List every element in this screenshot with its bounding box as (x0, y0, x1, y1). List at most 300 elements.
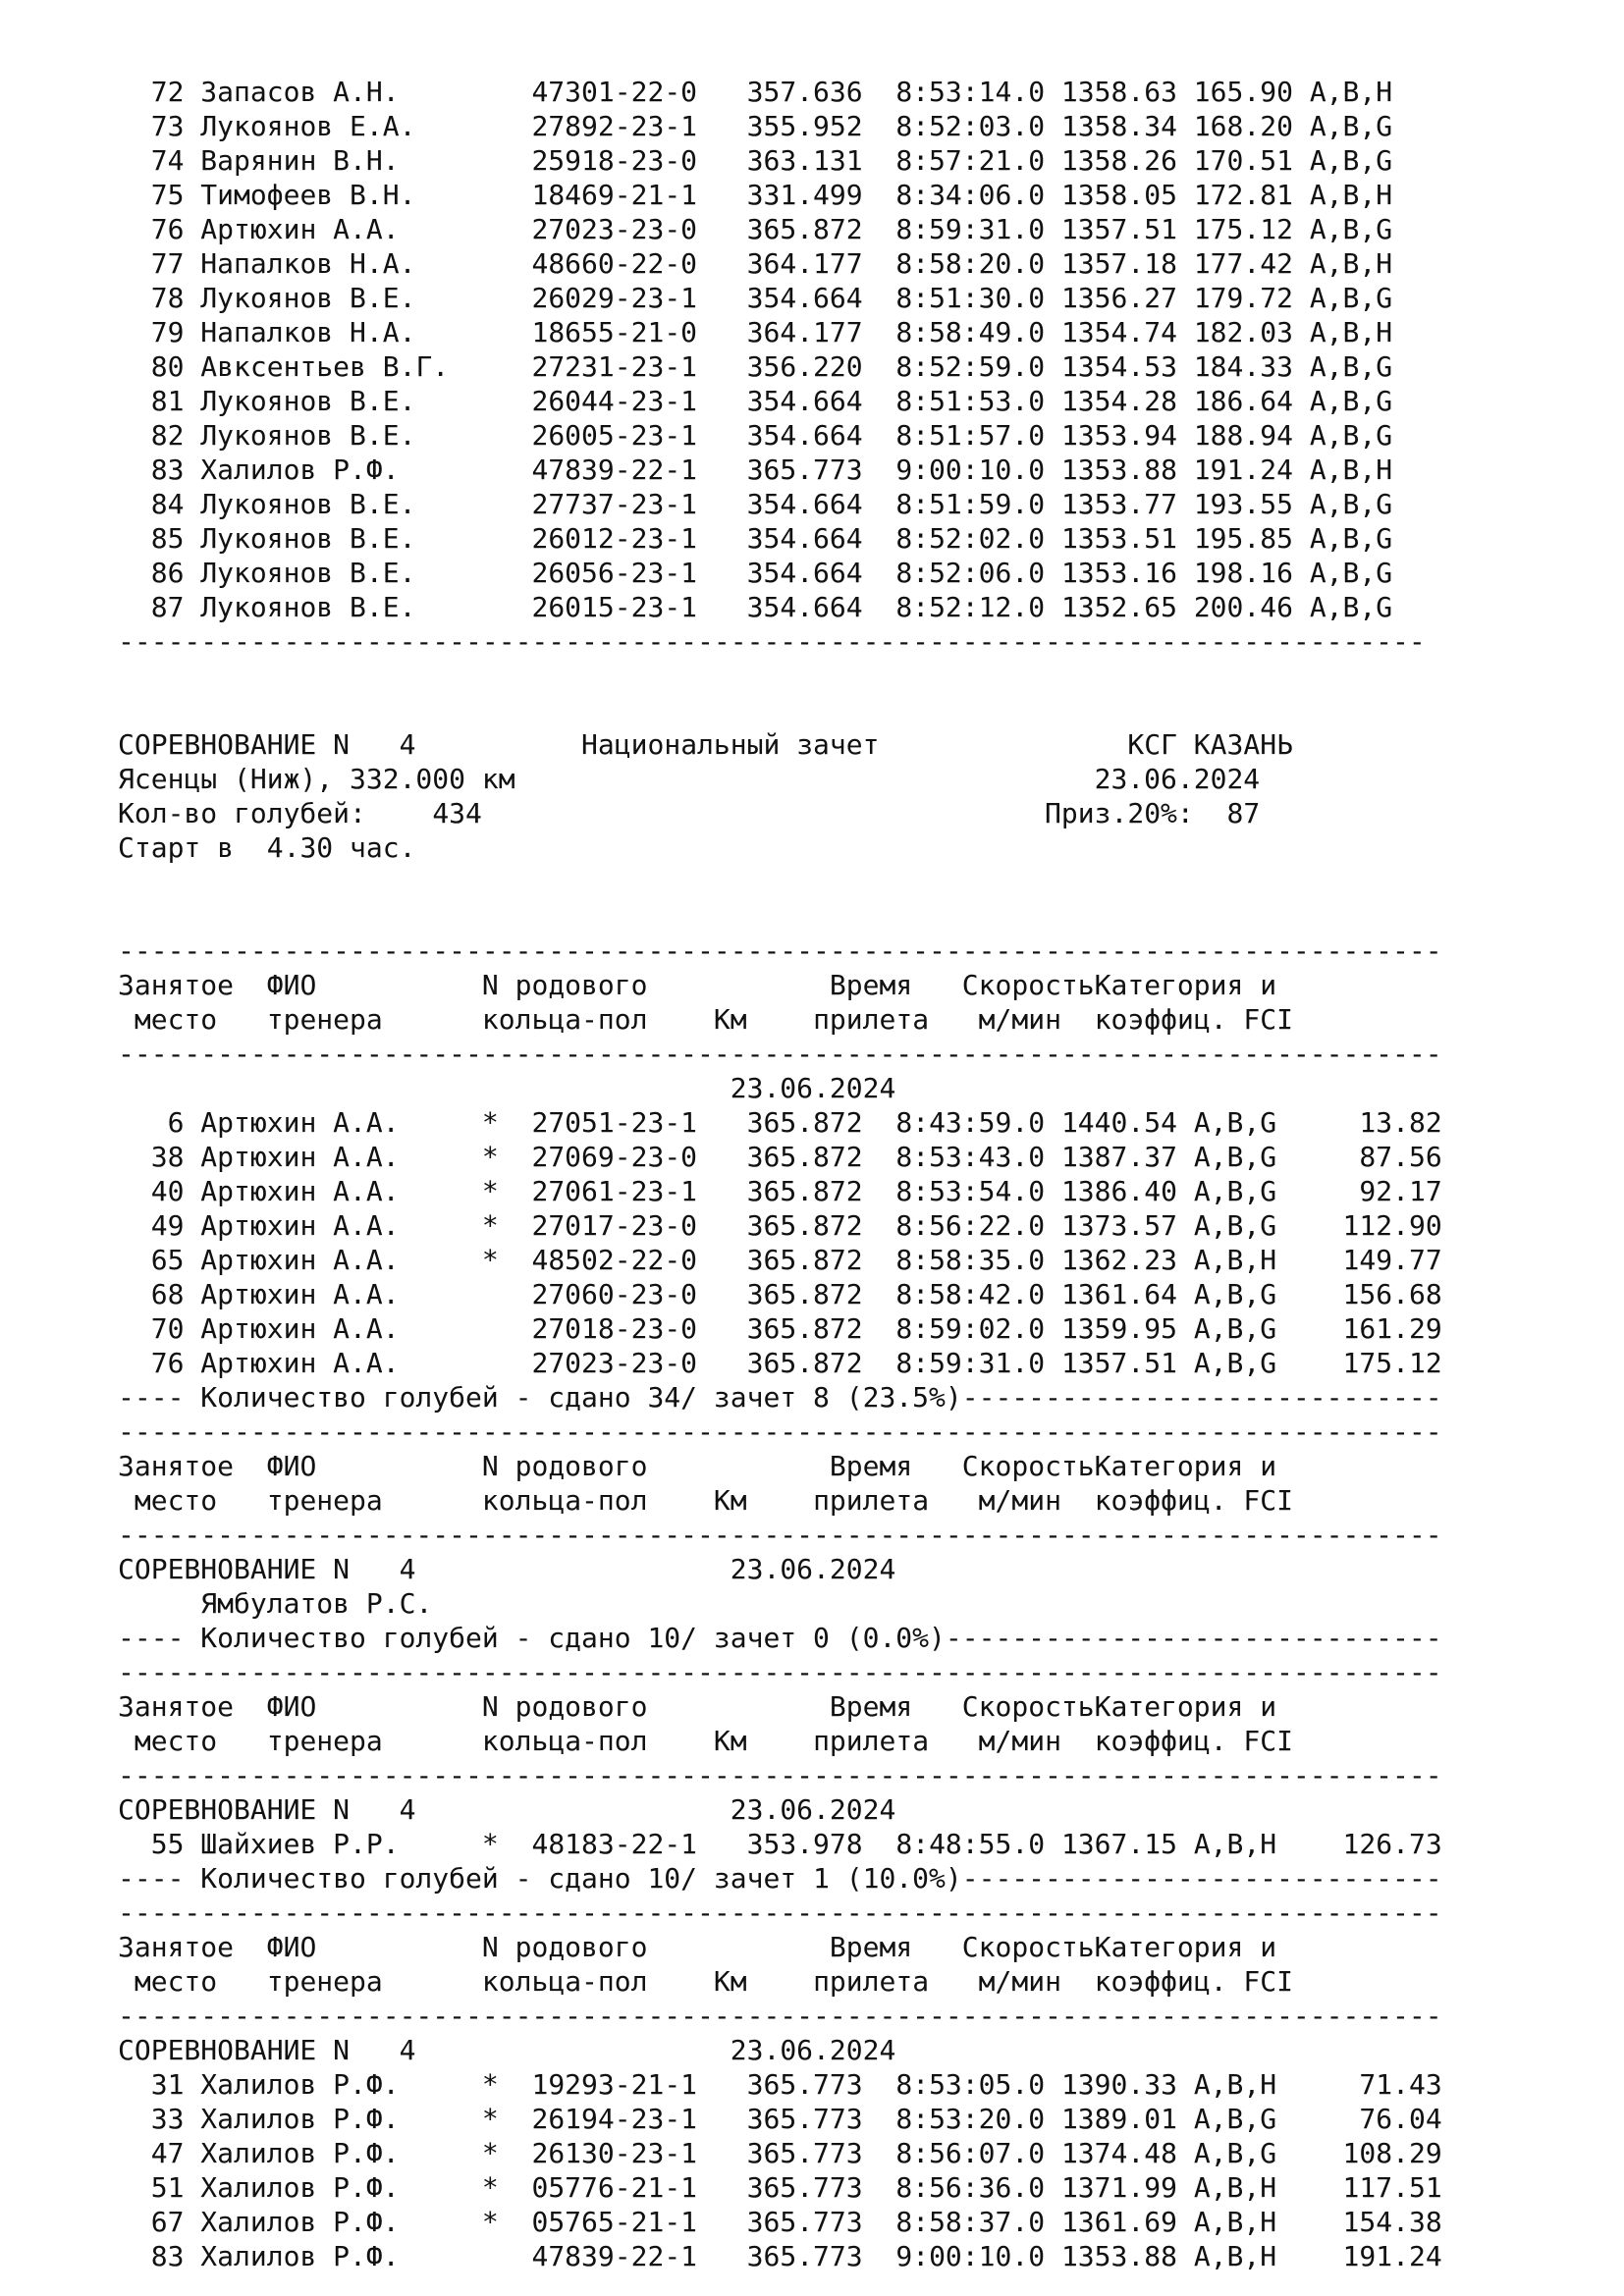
section-date: 23.06.2024 (730, 1793, 896, 1826)
place-cell: 6 (167, 1106, 185, 1139)
speed-cell: 1374.48 (1060, 2137, 1177, 2169)
category-cell: A,B,G (1193, 2137, 1277, 2169)
result-row (118, 281, 1442, 315)
category-cell: A,B,H (1193, 2171, 1277, 2204)
col-time-header: Время (829, 1450, 913, 1482)
coefficient-cell: 200.46 (1193, 591, 1293, 623)
arrival-time-cell: 8:52:03.0 (895, 110, 1046, 142)
category-cell: A,B,G (1193, 1278, 1277, 1310)
result-row (118, 1208, 1442, 1243)
place-cell: 77 (150, 247, 185, 280)
category-cell: A,B,H (1309, 247, 1393, 280)
section-date-line (118, 1071, 1442, 1105)
result-row (118, 349, 1442, 384)
speed-cell: 1389.01 (1060, 2103, 1177, 2135)
col-arrival-subheader: прилета (813, 1484, 930, 1517)
result-row (118, 2102, 1442, 2136)
result-row (118, 1105, 1442, 1140)
distance-cell: 365.872 (746, 1278, 863, 1310)
ring-number-cell: 26005-23-1 (531, 419, 698, 452)
arrival-time-cell: 8:59:02.0 (895, 1312, 1046, 1345)
arrival-time-cell: 8:51:57.0 (895, 419, 1046, 452)
trainer-line (118, 1586, 1442, 1621)
doubled-star-cell: * (481, 1244, 499, 1276)
speed-cell: 1387.37 (1060, 1141, 1177, 1173)
arrival-time-cell: 8:52:02.0 (895, 522, 1046, 555)
result-row (118, 2239, 1442, 2273)
col-place-subheader: место (134, 1965, 218, 1998)
ring-number-cell: 48502-22-0 (531, 1244, 698, 1276)
coefficient-cell: 154.38 (1342, 2206, 1442, 2238)
col-arrival-subheader: прилета (813, 1725, 930, 1757)
trainer-name-cell: Лукоянов В.Е. (200, 557, 416, 589)
doubled-star-cell (482, 1347, 499, 1379)
section-date: 23.06.2024 (730, 1072, 896, 1104)
result-row (118, 2170, 1442, 2205)
separator-line: -------------------------------------------------------------------------------- (118, 1656, 1442, 1688)
result-row (118, 2067, 1442, 2102)
competition-number: 4 (399, 1553, 416, 1585)
result-row (118, 212, 1442, 246)
result-row (118, 384, 1442, 418)
place-cell: 81 (150, 385, 185, 417)
speed-cell: 1352.65 (1060, 591, 1177, 623)
ring-number-cell: 26056-23-1 (531, 557, 698, 589)
trainer-name-cell: Напалков Н.А. (200, 247, 416, 280)
distance-cell: 365.872 (746, 1175, 863, 1207)
speed-cell: 1358.34 (1060, 110, 1177, 142)
count-prize-line (118, 796, 1442, 830)
trainer-name-cell: Запасов А.Н. (200, 76, 400, 108)
competition-number: 4 (399, 2034, 416, 2066)
distance-cell: 354.664 (746, 419, 863, 452)
category-cell: A,B,G (1309, 282, 1393, 314)
column-header-line-1 (118, 1689, 1442, 1724)
trainer-name-cell: Напалков Н.А. (200, 316, 416, 348)
place-cell: 40 (150, 1175, 185, 1207)
place-cell: 65 (150, 1244, 185, 1276)
doubled-star-cell: * (481, 1106, 499, 1139)
trainer-name-cell: Лукоянов Е.А. (200, 110, 416, 142)
arrival-time-cell: 8:58:20.0 (895, 247, 1046, 280)
category-cell: A,B,G (1309, 350, 1393, 383)
distance-cell: 354.664 (746, 557, 863, 589)
category-cell: A,B,G (1309, 385, 1393, 417)
doubled-star-cell: * (481, 2171, 499, 2204)
prize-count: 87 (1226, 797, 1261, 829)
coefficient-cell: 161.29 (1342, 1312, 1442, 1345)
ring-number-cell: 27023-23-0 (531, 213, 698, 245)
coefficient-cell: 108.29 (1342, 2137, 1442, 2169)
separator-line: -------------------------------------------------------------------------------- (118, 1759, 1442, 1791)
result-row (118, 246, 1442, 281)
ring-number-cell: 05776-21-1 (531, 2171, 698, 2204)
doubled-star-cell: * (481, 1175, 499, 1207)
col-ring-header: N родового (481, 1931, 648, 1963)
distance-cell: 365.773 (746, 2103, 863, 2135)
distance-cell: 354.664 (746, 282, 863, 314)
coefficient-cell: 172.81 (1193, 179, 1293, 211)
category-cell: A,B,G (1193, 1312, 1277, 1345)
result-row (118, 75, 1442, 109)
trainer-name-cell: Варянин В.Н. (200, 144, 400, 177)
distance-cell: 365.872 (746, 1244, 863, 1276)
doubled-star-cell: * (481, 2068, 499, 2101)
col-speed-subheader: м/мин (978, 1003, 1061, 1036)
coefficient-cell: 92.17 (1359, 1175, 1442, 1207)
ring-number-cell: 27023-23-0 (531, 1347, 698, 1379)
distance-cell: 354.664 (746, 488, 863, 520)
result-row (118, 1346, 1442, 1380)
separator-line: -------------------------------------------------------------------------------- (118, 1896, 1442, 1929)
category-cell: A,B,G (1309, 522, 1393, 555)
coefficient-cell: 184.33 (1193, 350, 1293, 383)
doubled-star-cell: * (481, 1141, 499, 1173)
speed-cell: 1353.88 (1060, 454, 1177, 486)
ring-number-cell: 18469-21-1 (531, 179, 698, 211)
result-row (118, 487, 1442, 521)
arrival-time-cell: 8:56:22.0 (895, 1209, 1046, 1242)
arrival-time-cell: 8:56:36.0 (895, 2171, 1046, 2204)
distance-cell: 364.177 (746, 316, 863, 348)
section-date-line (118, 1792, 1442, 1827)
start-unit: час. (350, 831, 416, 864)
ring-number-cell: 27892-23-1 (531, 110, 698, 142)
col-arrival-subheader: прилета (813, 1003, 930, 1036)
col-km-subheader: Км (713, 1965, 747, 1998)
distance-cell: 365.773 (746, 2068, 863, 2101)
competition-label: СОРЕВНОВАНИЕ N (118, 2034, 351, 2066)
speed-cell: 1357.51 (1060, 1347, 1177, 1379)
trainer-name-cell: Лукоянов В.Е. (200, 419, 416, 452)
place-cell: 87 (150, 591, 185, 623)
col-place-subheader: место (134, 1003, 218, 1036)
arrival-time-cell: 8:58:42.0 (895, 1278, 1046, 1310)
place-cell: 68 (150, 1278, 185, 1310)
ring-number-cell: 27017-23-0 (531, 1209, 698, 1242)
arrival-time-cell: 9:00:10.0 (895, 454, 1046, 486)
category-cell: A,B,G (1193, 1209, 1277, 1242)
trainer-name-cell: Артюхин А.А. (200, 1209, 400, 1242)
distance-cell: 355.952 (746, 110, 863, 142)
pigeon-count: 434 (432, 797, 482, 829)
trainer-name-cell: Лукоянов В.Е. (200, 488, 416, 520)
speed-cell: 1358.26 (1060, 144, 1177, 177)
coefficient-cell: 168.20 (1193, 110, 1293, 142)
arrival-time-cell: 8:53:14.0 (895, 76, 1046, 108)
speed-cell: 1357.51 (1060, 213, 1177, 245)
competition-label: СОРЕВНОВАНИЕ N (118, 728, 351, 761)
coefficient-cell: 179.72 (1193, 282, 1293, 314)
speed-cell: 1358.63 (1060, 76, 1177, 108)
category-cell: A,B,G (1193, 1141, 1277, 1173)
pigeon-count-label: Кол-во голубей: (118, 797, 366, 829)
summary-text: ---- Количество голубей - сдано 10/ зачет 0 (0.0%) (118, 1622, 946, 1654)
speed-cell: 1353.77 (1060, 488, 1177, 520)
distance-cell: 331.499 (746, 179, 863, 211)
col-ring-subheader: кольца-пол (481, 1725, 648, 1757)
ring-number-cell: 48183-22-1 (531, 1828, 698, 1860)
coefficient-cell: 182.03 (1193, 316, 1293, 348)
category-cell: A,B,G (1309, 144, 1393, 177)
ring-number-cell: 27737-23-1 (531, 488, 698, 520)
col-category-subheader: коэффиц. FCI (1094, 1725, 1293, 1757)
separator-line: ------------------------------------------------------------------------------- (118, 625, 1426, 658)
column-header-line-1 (118, 1930, 1442, 1964)
trainer-name-cell: Артюхин А.А. (200, 1141, 400, 1173)
ring-number-cell: 26012-23-1 (531, 522, 698, 555)
distance-cell: 363.131 (746, 144, 863, 177)
coefficient-cell: 177.42 (1193, 247, 1293, 280)
place-cell: 78 (150, 282, 185, 314)
result-row (118, 1243, 1442, 1277)
blank-line (118, 865, 1442, 899)
arrival-time-cell: 8:58:35.0 (895, 1244, 1046, 1276)
speed-cell: 1354.74 (1060, 316, 1177, 348)
trainer-name-cell: Лукоянов В.Е. (200, 591, 416, 623)
col-km-subheader: Км (713, 1484, 747, 1517)
ring-number-cell: 18655-21-0 (531, 316, 698, 348)
distance-cell: 357.636 (746, 76, 863, 108)
category-cell: A,B,H (1309, 179, 1393, 211)
place-cell: 75 (150, 179, 185, 211)
trainer-name: Ямбулатов Р.С. (200, 1587, 433, 1620)
ring-number-cell: 27061-23-1 (531, 1175, 698, 1207)
coefficient-cell: 191.24 (1193, 454, 1293, 486)
col-ring-header: N родового (481, 1690, 648, 1723)
separator-line: -------------------------------------------------------------------------------- (118, 934, 1442, 967)
arrival-time-cell: 8:59:31.0 (895, 213, 1046, 245)
speed-cell: 1354.53 (1060, 350, 1177, 383)
ring-number-cell: 26015-23-1 (531, 591, 698, 623)
place-date-line (118, 762, 1442, 796)
arrival-time-cell: 8:52:59.0 (895, 350, 1046, 383)
arrival-time-cell: 8:51:30.0 (895, 282, 1046, 314)
trainer-name-cell: Артюхин А.А. (200, 1278, 400, 1310)
place-cell: 49 (150, 1209, 185, 1242)
distance-cell: 365.872 (746, 1209, 863, 1242)
distance-cell: 354.664 (746, 522, 863, 555)
trainer-name-cell: Халилов Р.Ф. (200, 454, 400, 486)
distance-cell: 365.872 (746, 1106, 863, 1139)
speed-cell: 1361.64 (1060, 1278, 1177, 1310)
result-row (118, 1174, 1442, 1208)
release-place: Ясенцы (Ниж), 332.000 км (118, 763, 515, 795)
arrival-time-cell: 8:34:06.0 (895, 179, 1046, 211)
distance-cell: 365.773 (746, 2171, 863, 2204)
category-cell: A,B,H (1193, 2206, 1277, 2238)
doubled-star-cell (482, 1278, 499, 1310)
col-speed-subheader: м/мин (978, 1965, 1061, 1998)
summary-line: ---- Количество голубей - сдано 10/ зачет 1 (10.0%)----------------------------- (118, 1862, 1442, 1895)
place-cell: 83 (150, 454, 185, 486)
col-place-header: Занятое (118, 969, 235, 1001)
coefficient-cell: 191.24 (1342, 2240, 1442, 2272)
category-cell: A,B,G (1193, 2103, 1277, 2135)
coefficient-cell: 188.94 (1193, 419, 1293, 452)
column-header-line-2 (118, 1964, 1442, 1999)
summary-text: ---- Количество голубей - сдано 10/ зачет 1 (10.0%) (118, 1862, 962, 1895)
doubled-star-cell: * (481, 1209, 499, 1242)
speed-cell: 1356.27 (1060, 282, 1177, 314)
trainer-name-cell: Халилов Р.Ф. (200, 2240, 400, 2272)
speed-cell: 1386.40 (1060, 1175, 1177, 1207)
trainer-name-cell: Артюхин А.А. (200, 1244, 400, 1276)
place-cell: 83 (150, 2240, 185, 2272)
arrival-time-cell: 8:51:53.0 (895, 385, 1046, 417)
result-row (118, 521, 1442, 556)
doubled-star-cell: * (481, 2206, 499, 2238)
doubled-star-cell: * (481, 2103, 499, 2135)
ring-number-cell: 27060-23-0 (531, 1278, 698, 1310)
ring-number-cell: 27018-23-0 (531, 1312, 698, 1345)
arrival-time-cell: 8:53:54.0 (895, 1175, 1046, 1207)
category-cell: A,B,H (1193, 1828, 1277, 1860)
col-arrival-subheader: прилета (813, 1965, 930, 1998)
section-date: 23.06.2024 (730, 1553, 896, 1585)
coefficient-cell: 165.90 (1193, 76, 1293, 108)
category-cell: A,B,G (1193, 1347, 1277, 1379)
column-header-line-2 (118, 1002, 1442, 1037)
ring-number-cell: 47839-22-1 (531, 454, 698, 486)
ring-number-cell: 47839-22-1 (531, 2240, 698, 2272)
separator-line: -------------------------------------------------------------------------------- (118, 2000, 1442, 2032)
results-document (118, 75, 1442, 2273)
coefficient-cell: 71.43 (1359, 2068, 1442, 2101)
arrival-time-cell: 8:48:55.0 (895, 1828, 1046, 1860)
trainer-name-cell: Халилов Р.Ф. (200, 2206, 400, 2238)
separator-line: -------------------------------------------------------------------------------- (118, 1519, 1442, 1551)
category-cell: A,B,G (1193, 1175, 1277, 1207)
arrival-time-cell: 8:52:12.0 (895, 591, 1046, 623)
coefficient-cell: 13.82 (1359, 1106, 1442, 1139)
ring-number-cell: 47301-22-0 (531, 76, 698, 108)
col-speed-subheader: м/мин (978, 1725, 1061, 1757)
zachet-type: Национальный зачет (581, 728, 880, 761)
place-cell: 31 (150, 2068, 185, 2101)
result-row (118, 2136, 1442, 2170)
col-category-subheader: коэффиц. FCI (1094, 1965, 1293, 1998)
place-cell: 80 (150, 350, 185, 383)
col-speed-header: Скорость (961, 1690, 1095, 1723)
col-ring-header: N родового (481, 1450, 648, 1482)
category-cell: A,B,H (1309, 454, 1393, 486)
speed-cell: 1358.05 (1060, 179, 1177, 211)
distance-cell: 364.177 (746, 247, 863, 280)
arrival-time-cell: 8:43:59.0 (895, 1106, 1046, 1139)
place-cell: 70 (150, 1312, 185, 1345)
category-cell: A,B,G (1309, 213, 1393, 245)
coefficient-cell: 126.73 (1342, 1828, 1442, 1860)
col-speed-header: Скорость (961, 1450, 1095, 1482)
place-cell: 55 (150, 1828, 185, 1860)
doubled-star-cell: * (481, 1828, 499, 1860)
arrival-time-cell: 8:58:49.0 (895, 316, 1046, 348)
distance-cell: 365.773 (746, 454, 863, 486)
place-cell: 82 (150, 419, 185, 452)
doubled-star-cell (482, 1312, 499, 1345)
speed-cell: 1373.57 (1060, 1209, 1177, 1242)
category-cell: A,B,H (1193, 2240, 1277, 2272)
result-row (118, 1827, 1442, 1861)
race-date: 23.06.2024 (1094, 763, 1261, 795)
trainer-name-cell: Тимофеев В.Н. (200, 179, 416, 211)
col-time-header: Время (829, 1690, 913, 1723)
summary-line: ---- Количество голубей - сдано 10/ зачет 0 (0.0%)------------------------------ (118, 1622, 1442, 1654)
distance-cell: 365.773 (746, 2206, 863, 2238)
column-header-line-1 (118, 968, 1442, 1002)
prize-label: Приз.20%: (1045, 797, 1194, 829)
trainer-name-cell: Лукоянов В.Е. (200, 282, 416, 314)
ring-number-cell: 05765-21-1 (531, 2206, 698, 2238)
category-cell: A,B,H (1309, 76, 1393, 108)
coefficient-cell: 195.85 (1193, 522, 1293, 555)
category-cell: A,B,G (1309, 419, 1393, 452)
coefficient-cell: 76.04 (1359, 2103, 1442, 2135)
ring-number-cell: 27231-23-1 (531, 350, 698, 383)
result-row (118, 315, 1442, 349)
speed-cell: 1353.16 (1060, 557, 1177, 589)
col-name-subheader: тренера (266, 1965, 383, 1998)
speed-cell: 1362.23 (1060, 1244, 1177, 1276)
speed-cell: 1354.28 (1060, 385, 1177, 417)
result-row (118, 556, 1442, 590)
result-row (118, 1277, 1442, 1311)
category-cell: A,B,G (1309, 591, 1393, 623)
coefficient-cell: 149.77 (1342, 1244, 1442, 1276)
col-name-header: ФИО (266, 969, 317, 1001)
distance-cell: 365.872 (746, 1141, 863, 1173)
col-category-header: Категория и (1094, 969, 1277, 1001)
trainer-name-cell: Артюхин А.А. (200, 1106, 400, 1139)
result-row (118, 143, 1442, 178)
ring-number-cell: 26029-23-1 (531, 282, 698, 314)
competition-label: СОРЕВНОВАНИЕ N (118, 1553, 351, 1585)
result-row (118, 2205, 1442, 2239)
summary-text: ---- Количество голубей - сдано 34/ зачет 8 (23.5%) (118, 1381, 962, 1414)
col-place-subheader: место (134, 1484, 218, 1517)
distance-cell: 365.872 (746, 1312, 863, 1345)
result-row (118, 453, 1442, 487)
doubled-star-cell (482, 2240, 499, 2272)
distance-cell: 353.978 (746, 1828, 863, 1860)
arrival-time-cell: 8:56:07.0 (895, 2137, 1046, 2169)
place-cell: 72 (150, 76, 185, 108)
col-place-subheader: место (134, 1725, 218, 1757)
place-cell: 76 (150, 213, 185, 245)
col-speed-subheader: м/мин (978, 1484, 1061, 1517)
competition-number: 4 (399, 1793, 416, 1826)
col-ring-subheader: кольца-пол (481, 1003, 648, 1036)
competition-number: 4 (399, 728, 416, 761)
arrival-time-cell: 8:58:37.0 (895, 2206, 1046, 2238)
blank-line (118, 693, 1442, 727)
col-km-subheader: Км (713, 1003, 747, 1036)
result-row (118, 109, 1442, 143)
coefficient-cell: 175.12 (1342, 1347, 1442, 1379)
result-row (118, 590, 1442, 624)
trainer-name-cell: Халилов Р.Ф. (200, 2137, 400, 2169)
ring-number-cell: 27069-23-0 (531, 1141, 698, 1173)
distance-cell: 365.773 (746, 2137, 863, 2169)
blank-line (118, 659, 1442, 693)
col-name-subheader: тренера (266, 1003, 383, 1036)
place-cell: 86 (150, 557, 185, 589)
place-cell: 33 (150, 2103, 185, 2135)
place-cell: 51 (150, 2171, 185, 2204)
ring-number-cell: 26044-23-1 (531, 385, 698, 417)
club-name: КСГ КАЗАНЬ (1127, 728, 1293, 761)
